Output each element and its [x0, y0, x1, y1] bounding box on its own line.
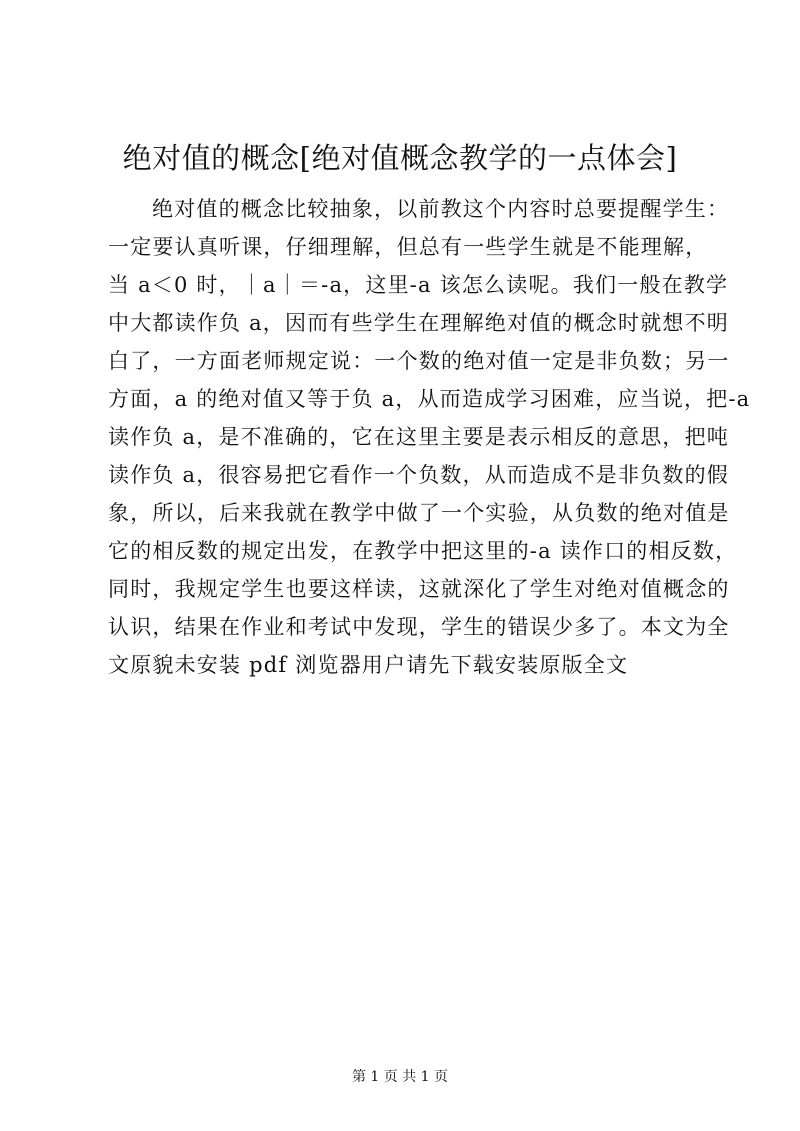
paragraph-line: 象，所以，后来我就在教学中做了一个实验，从负数的绝对值是 [108, 501, 730, 525]
paragraph-line: 认识，结果在作业和考试中发现，学生的错误少多了。本文为全 [108, 615, 730, 639]
paragraph-line: 读作负 a，很容易把它看作一个负数，从而造成不是非负数的假 [108, 463, 729, 487]
paragraph-line: 绝对值的概念比较抽象，以前教这个内容时总要提醒学生： [152, 197, 730, 221]
paragraph-line: 当 a＜0 时，｜a｜＝-a，这里-a 该怎么读呢。我们一般在教学 [108, 273, 729, 297]
paragraph-line: 它的相反数的规定出发，在教学中把这里的-a 读作口的相反数， [108, 539, 738, 563]
paragraph-line: 中大都读作负 a，因而有些学生在理解绝对值的概念时就想不明 [108, 311, 729, 335]
paragraph-line: 方面，a 的绝对值又等于负 a，从而造成学习困难，应当说，把-a [108, 387, 751, 411]
paragraph-line: 一定要认真听课，仔细理解，但总有一些学生就是不能理解， [108, 235, 708, 259]
document-body [108, 190, 751, 684]
page-footer: 第 1 页 共 1 页 [351, 1069, 449, 1085]
document-title: 绝对值的概念[绝对值概念教学的一点体会] [122, 141, 678, 175]
paragraph-line: 文原貌未安装 pdf 浏览器用户请先下载安装原版全文 [108, 653, 629, 677]
paragraph-line: 白了，一方面老师规定说：一个数的绝对值一定是非负数；另一 [108, 349, 730, 373]
paragraph-line: 读作负 a，是不准确的，它在这里主要是表示相反的意思，把吨 [108, 425, 729, 449]
paragraph-line: 同时，我规定学生也要这样读，这就深化了学生对绝对值概念的 [108, 577, 730, 601]
